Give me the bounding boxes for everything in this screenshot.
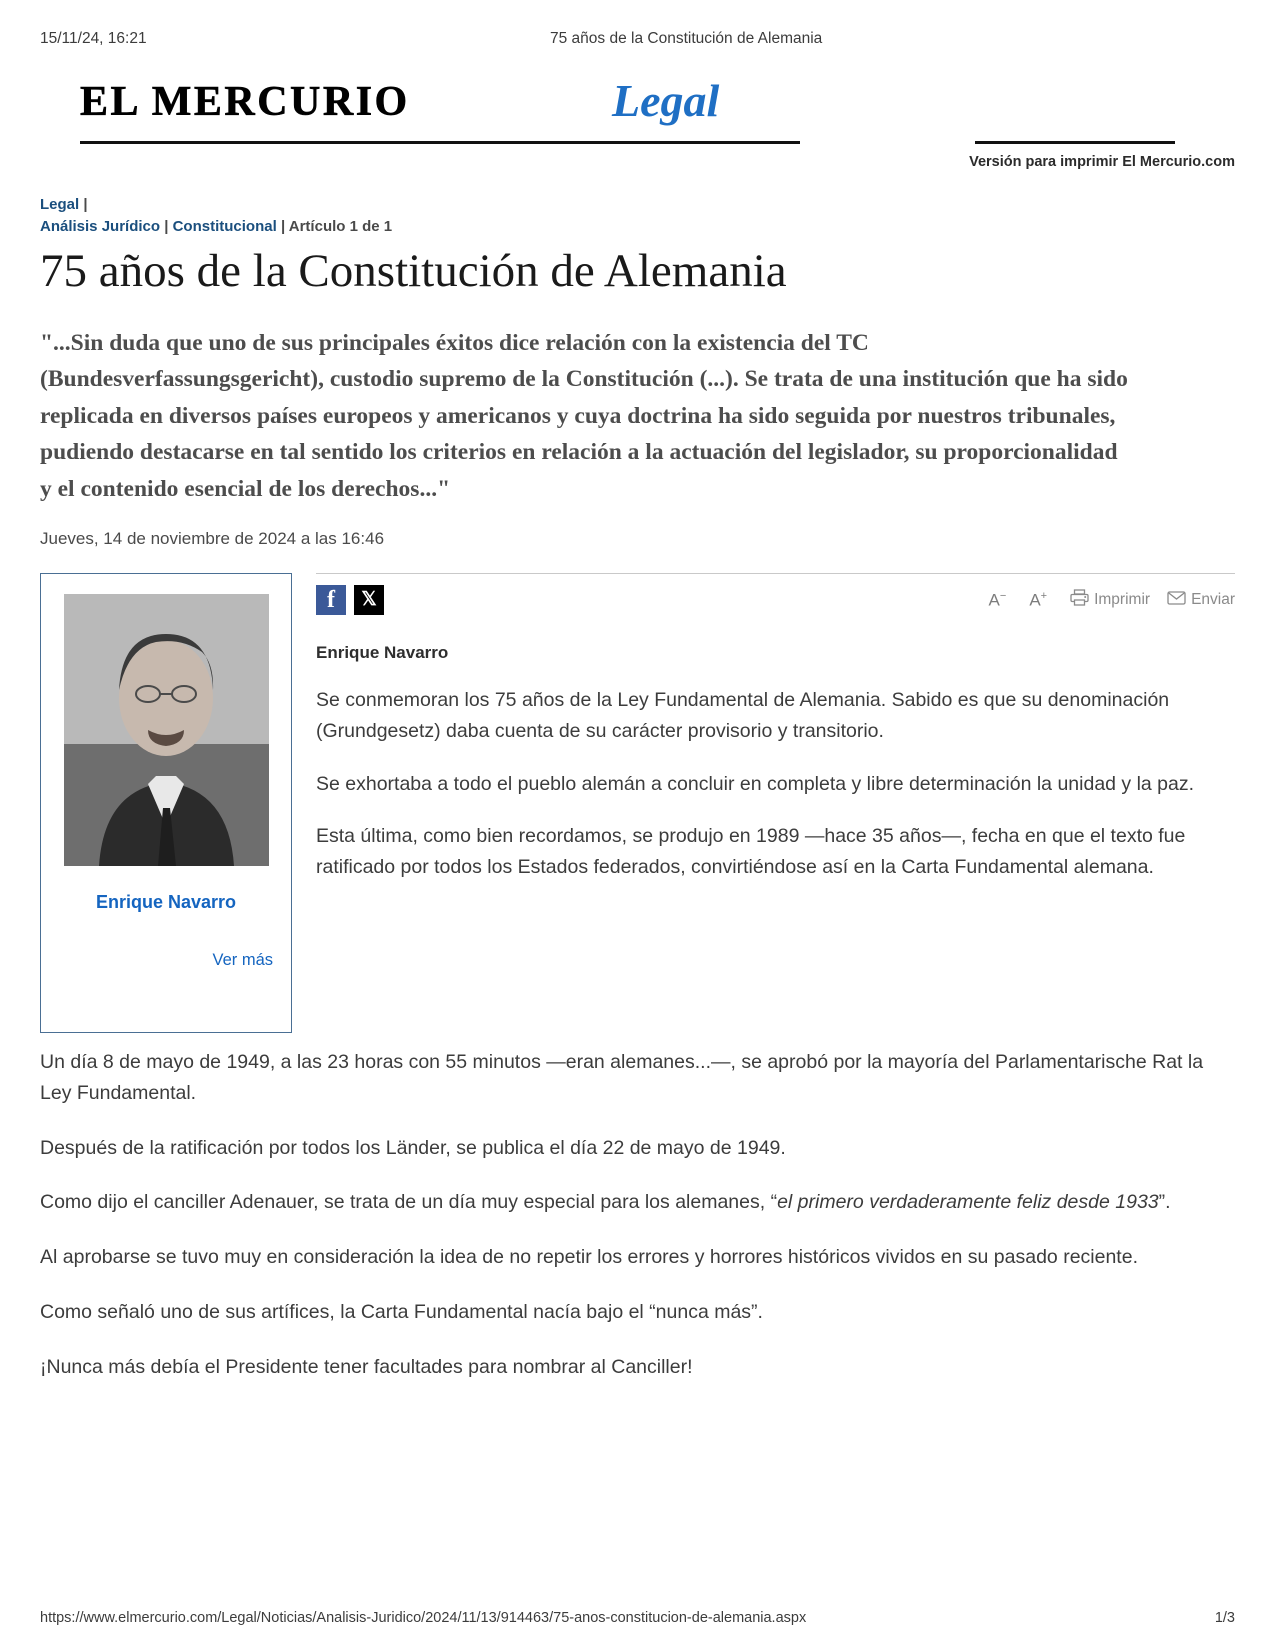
article-main-column <box>316 573 1235 905</box>
print-label: Imprimir <box>1094 591 1151 609</box>
envelope-icon <box>1167 591 1186 610</box>
article-paragraph: ¡Nunca más debía el Presidente tener facultades para nombrar al Canciller! <box>40 1355 693 1378</box>
article-paragraph: Después de la ratificación por todos los Länder, se publica el día 22 de mayo de 1949. <box>40 1136 786 1159</box>
breadcrumb-separator: | <box>164 217 169 235</box>
breadcrumb-separator: | <box>83 196 88 213</box>
breadcrumb-article-count: Artículo 1 de 1 <box>288 217 393 235</box>
quote-text-italic: el primero verdaderamente feliz desde 1933 <box>777 1191 1159 1214</box>
print-date: 15/11/24, 16:21 <box>40 30 147 47</box>
article-toolbar <box>316 573 1235 615</box>
quote-text-after: ”. <box>1158 1191 1171 1214</box>
article-paragraph: Esta última, como bien recordamos, se produjo en 1989 —hace 35 años—, fecha en que el texto fue ratificado por todos los Estados federados, convirtiéndose así en la Carta Fundamental alemana. <box>316 825 1186 879</box>
print-document-title: 75 años de la Constitución de Alemania <box>550 30 823 47</box>
breadcrumb-line-2 <box>40 216 1235 238</box>
publication-date: Jueves, 14 de noviembre de 2024 a las 16:46 <box>40 529 385 549</box>
print-header <box>0 0 1275 48</box>
masthead <box>40 75 1235 170</box>
article-paragraph: Se exhortaba a todo el pueblo alemán a concluir en completa y libre determinación la unidad y la paz. <box>316 772 1195 795</box>
author-name[interactable]: Enrique Navarro <box>95 892 237 913</box>
breadcrumb-item-constitucional[interactable]: Constitucional <box>172 217 277 235</box>
toolbar-actions <box>989 589 1235 611</box>
footer-page-number: 1/3 <box>1214 1610 1235 1626</box>
print-footer <box>40 1610 1235 1626</box>
legal-logo: Legal <box>612 75 720 126</box>
facebook-icon[interactable]: f <box>316 585 346 615</box>
font-increase-label: A <box>1029 590 1041 610</box>
masthead-divider-right <box>975 141 1175 144</box>
article-content <box>40 156 1235 1033</box>
article-lead: "...Sin duda que uno de sus principales éxitos dice relación con la existencia del TC (Bundesverfassungsgericht), custodio supremo de la Constitución (...). Se trata de una institución que ha sido replicada en diversos países europeos y americanos y cuya doctrina ha sido seguida por nuestros tribunales, pudiendo destacarse en tal sentido los criterios en relación a la actuación del legislador, su proporcionalidad y el contenido esencial de los derechos..." <box>40 329 1128 502</box>
breadcrumb-separator: | <box>280 217 286 235</box>
printer-icon <box>1070 589 1089 611</box>
font-increase-sign: + <box>1040 589 1048 602</box>
article-paragraph: Como señaló uno de sus artífices, la Carta Fundamental nacía bajo el “nunca más”. <box>40 1301 763 1324</box>
article-paragraph: Un día 8 de mayo de 1949, a las 23 horas con 55 minutos —eran alemanes...—, se aprobó por la mayoría del Parlamentarische Rat la Ley Fundamental. <box>40 1051 1204 1104</box>
article-paragraph: Se conmemoran los 75 años de la Ley Fundamental de Alemania. Sabido es que su denominación (Grundgesetz) daba cuenta de su carácter provisorio y transitorio. <box>316 689 1170 742</box>
x-twitter-icon[interactable]: 𝕏 <box>354 585 384 615</box>
author-ver-mas-link[interactable]: Ver más <box>212 951 273 970</box>
send-button[interactable] <box>1167 591 1235 610</box>
article-body-full-width <box>40 1047 1235 1383</box>
footer-url: https://www.elmercurio.com/Legal/Noticias/Analisis-Juridico/2024/11/13/914463/75-anos-constitucion-de-alemania.aspx <box>40 1610 807 1626</box>
breadcrumb-item-analisis-juridico[interactable]: Análisis Jurídico <box>40 217 161 235</box>
breadcrumb <box>40 194 1235 238</box>
author-card <box>40 573 292 1033</box>
social-share-group <box>316 585 384 615</box>
font-decrease-label: A <box>988 590 1000 610</box>
quote-text-before: Como dijo el canciller Adenauer, se trata de un día muy especial para los alemanes, “ <box>40 1191 778 1214</box>
article-byline: Enrique Navarro <box>316 643 449 663</box>
font-decrease-sign: − <box>999 589 1007 602</box>
article-top-section <box>40 573 1235 1033</box>
author-photo <box>64 594 269 866</box>
breadcrumb-line-1 <box>40 194 1235 216</box>
article-paragraph-quote <box>40 1187 1235 1218</box>
page-title: 75 años de la Constitución de Alemania <box>40 244 787 297</box>
masthead-divider-left <box>80 141 800 144</box>
send-label: Enviar <box>1191 591 1235 609</box>
font-decrease-button[interactable] <box>989 590 1013 611</box>
print-button[interactable] <box>1070 589 1150 611</box>
print-version-label: Versión para imprimir El Mercurio.com <box>969 154 1235 170</box>
el-mercurio-logo: EL MERCURIO <box>80 79 410 125</box>
breadcrumb-item-legal[interactable]: Legal <box>40 196 80 213</box>
font-increase-button[interactable] <box>1029 590 1053 611</box>
article-paragraph: Al aprobarse se tuvo muy en consideración la idea de no repetir los errores y horrores históricos vividos en su pasado reciente. <box>40 1246 1138 1269</box>
